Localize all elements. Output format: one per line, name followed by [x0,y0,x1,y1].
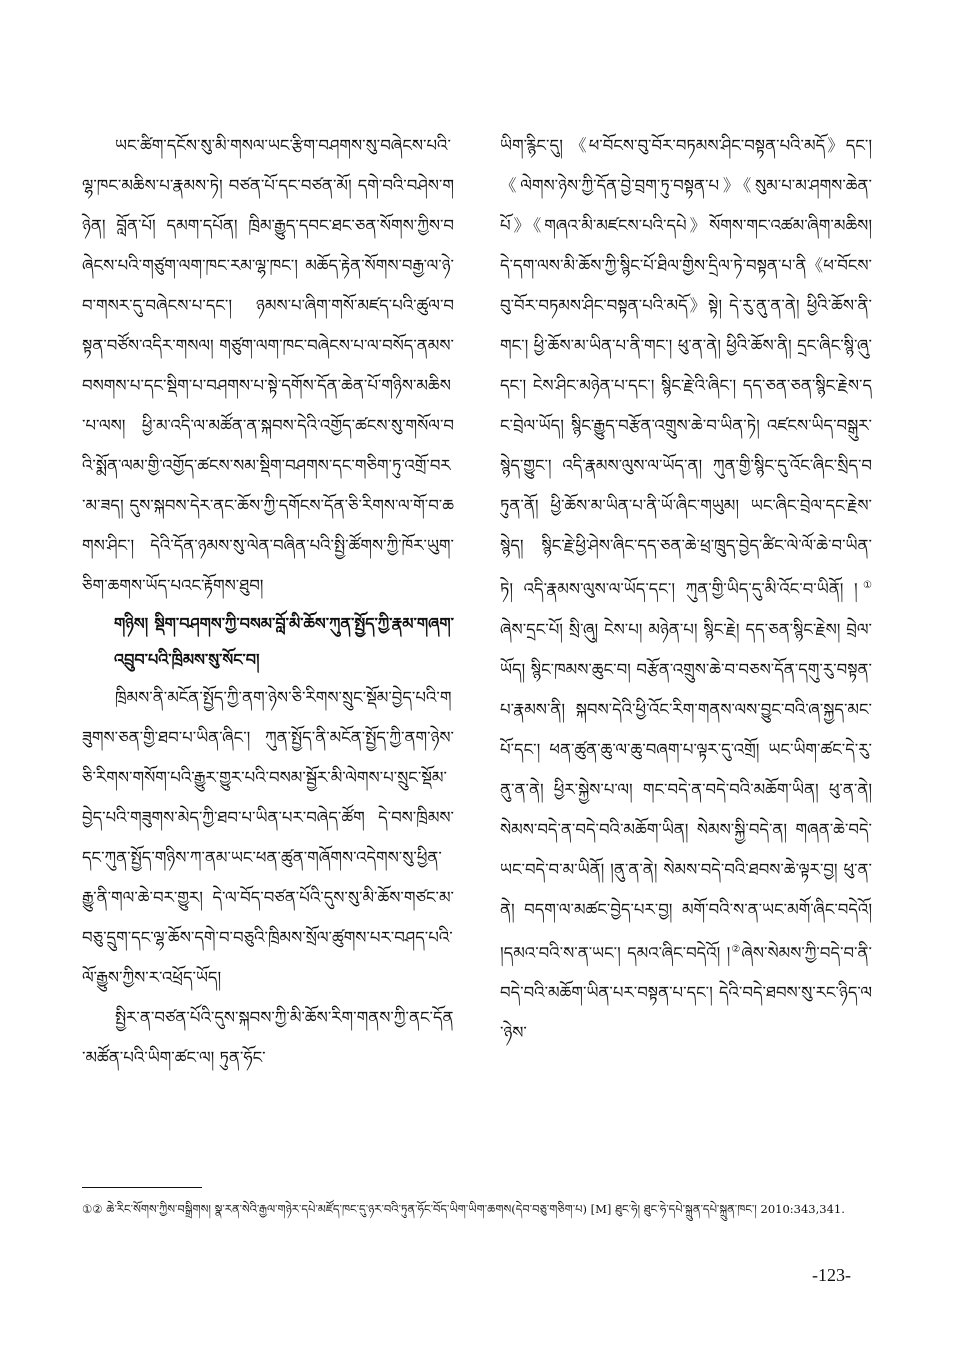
right-text-b: ཞེས་དྲང་པོ། སྲི་ཞུ། ངེས་པ། མཉེན་པ། སྙིང་རྗེ། དད་ཅན་སྙིང་རྗེས། བྲེལ་ཡོད། སྙིང་ཁམས་ཆུང་བ། བརྩོན་འགྲུས་ཆེ་བ་བཅས་དོན་དགུ་རུ་བསྟན་པ་རྣམས་ནི། སྐབས་དེའི་ཕྱི་འོང་རིག་གནས་ལས་བྱུང་བའི་ཞ་སྐྱད་མང་པོ་དང་། ཕན་ཚུན་ཆུ་ལ་ཆུ་བཞག་པ་ལྟར་དུ་འགྲོ། ཡང་ཡིག་ཚང་དེ་རུ་ནུ་ན་ནེ། ཕྱིར་སྐྱེས་པ་ལ། གང་བདེ་ན་བདེ་བའི་མཆོག་ཡིན། ཕུ་ན་ནེ། སེམས་བདེ་ན་བདེ་བའི་མཆོག་ཡིན། སེམས་སྐྱི་བདེ་ན། གཞན་ཆེ་བདེ་ཡང་བདེ་བ་མ་ཡིནོ། །ནུ་ན་ནེ། སེམས་བདེ་བའི་ཐབས་ཆེ་ལྟར་བྱ། ཕུ་ན་ནེ། བདག་ལ་མཚང་བྱེད་པར་བྱ། མགོ་བའི་ས་ན་ཡང་མགོ་ཞིང་བདེའོ། །དམའ་བའི་ས་ན་ཡང་། དམའ་ཞིང་བདེའོ། ། [500,619,872,962]
left-paragraph-3: སྤྱིར་ན་བཙན་པོའི་དུས་སྐབས་ཀྱི་མི་ཆོས་རིག་གནས་ཀྱི་ནང་དོན་མཚོན་པའི་ཡིག་ཚང་ལ། ཏུན་ཧོང་ [82,1008,454,1067]
left-column [82,126,454,1078]
footnote-ref-1[interactable]: ① [857,580,873,591]
footnote [82,1197,872,1221]
right-text-a: ཡིག་རྙིང་དུ། 《ཕ་བོངས་བུ་བོར་བཏམས་ཤིང་བསྟན་པའི་མདོ》དང་། 《ལེགས་ཉེས་ཀྱི་དོན་བྱེ་བྲག་ཏུ་བསྟན་པ》《སུམ་པ་མ་ཤགས་ཆེན་པོ》《གཞའ་མི་མཛངས་པའི་དཔེ》སོགས་གང་འཚམ་ཞིག་མཆིས། དེ་དག་ལས་མི་ཆོས་ཀྱི་སྙིང་པོ་ཐིལ་གྱིས་དྲིལ་ཏེ་བསྟན་པ་ནི《ཕ་བོངས་བུ་བོར་བཏམས་ཤིང་བསྟན་པའི་མདོ》སྟེ། དེ་རུ་ནུ་ན་ནེ། ཕྱིའི་ཆོས་ནི་གང་། ཕྱི་ཆོས་མ་ཡིན་པ་ནི་གང་། ཕུ་ན་ནེ། ཕྱིའི་ཆོས་ནི། དྲང་ཞིང་སྙི་ཞུ་དང་། ངེས་ཤིང་མཉེན་པ་དང་། སྙིང་རྗེ་འི་ཞིང་། དད་ཅན་ཅན་སྙིང་རྗེས་དང་བྲེལ་ཡོད། སྙིང་རྒྱུད་བརྩོན་འགྲུས་ཆེ་བ་ཡིན་ཏེ། འཛངས་ཡིད་བསྒུར་སྙེད་གྱུང་། འདི་རྣམས་ལུས་ལ་ཡོད་ན། ཀུན་གྱི་སྙིང་དུ་འོང་ཞིང་སྲིད་བཏུན་ནོ། ཕྱི་ཆོས་མ་ཡིན་པ་ནི་ཡོ་ཞིང་གཡུམ། ཡང་ཞིང་བྲེལ་དང་རྗེས་སྙེད། སྙིང་རྗེ་ཕྱི་ཤེས་ཞིང་དད་ཅན་ཆེ་ཕྲ་ཁྲུད་བྱེད་ཚིང་ལེ་ལོ་ཆེ་བ་ཡིན་ཏེ། འདི་རྣམས་ལུས་ལ་ཡོད་དང་། ཀུན་གྱི་ཡིད་དུ་མི་འོང་བ་ཡིནོ། ། [500,136,872,599]
left-paragraph-1: ཡང་ཚིག་དངོས་སུ་མི་གསལ་ཡང་རྩིག་བཤགས་སུ་བཞེངས་པའི་ལྷ་ཁང་མཆིས་པ་རྣམས་ཏེ། བཙན་པོ་དང་བཙན་མོ། དགེ་བའི་བཤེས་གཉེན། བློན་པོ། དམག་དཔོན། ཁྲིམ་རྒྱུད་དབང་ཐང་ཅན་སོགས་ཀྱིས་བཞེངས་པའི་གཙུག་ལག་ཁང་རམ་ལྷ་ཁང་། མཆོད་རྟེན་སོགས་བརྒྱ་ལ་ཉེ་བ་གསར་དུ་བཞེངས་པ་དང་། ཉམས་པ་ཞིག་གསོ་མཛད་པའི་ཚུལ་བསྟན་བཙོས་འདིར་གསལ། གཙུག་ལག་ཁང་བཞེངས་པ་ལ་བསོད་ནམས་བསགས་པ་དང་སྡིག་པ་བཤགས་པ་སྟེ་དགོས་དོན་ཆེན་པོ་གཉིས་མཆིས་པ་ལས། ཕྱི་མ་འདི་ལ་མཚོན་ན་སྐབས་དེའི་འགྱོད་ཚངས་སུ་གསོལ་བའི་སྨོན་ལམ་གྱི་འགྱོད་ཚངས་སམ་སྡིག་བཤགས་དང་གཅིག་ཏུ་འགྲོ་བར་མ་ཟད། དུས་སྐབས་དེར་ནང་ཆོས་ཀྱི་དགོངས་དོན་ཅི་རིགས་ལ་གོ་བ་ཆགས་ཤིང་། དེའི་དོན་ཉམས་སུ་ལེན་བཞིན་པའི་སྤྱི་ཚོགས་ཀྱི་ཁོར་ཡུག་ཅིག་ཆགས་ཡོད་པའང་རྟོགས་ཐུབ། [82,136,454,595]
right-text-c: ཞེས་སེམས་ཀྱི་བདེ་བ་ནི་བདེ་བའི་མཆོག་ཡིན་པར་བསྟན་པ་དང་། དེའི་བདེ་ཐབས་སུ་རང་ཉིད་ལ་ཉེས་ [500,943,872,1042]
footnote-text: ཆེ་རིང་སོགས་ཀྱིས་བསྒྲིགས། སྣ་རན་སེའི་རྒྱལ་གཉེར་དཔེ་མཛོད་ཁང་དུ་ཉར་བའི་ཏུན་ཧོང་བོད་ཡིག་ཡིག་ཆགས(དེབ་བཅུ་གཅིག་པ) [M] ཐུང་ཧེ། ཐུང་ཧེ་དཔེ་སྐྲུན་དཔེ་སྐྲུན་ཁང་། 2010:343,341. [106,1202,845,1216]
page-number: -123- [812,1265,851,1285]
footnote-markers: ①② [82,1202,103,1216]
footnote-ref-2[interactable]: ② [730,943,742,955]
footnote-rule [82,1187,202,1188]
section-heading: གཉིས། སྡིག་བཤགས་ཀྱི་བསམ་བློ་མི་ཆོས་ཀུན་སྤྱོད་ཀྱི་རྣམ་གཞག་འབྲུབ་པའི་ཁྲིམས་སུ་སོང་བ། [114,614,454,669]
left-paragraph-2: ཁྲིམས་ནི་མངོན་སྤྱོད་ཀྱི་ནག་ཉེས་ཅི་རིགས་སྲུང་སྡོམ་བྱེད་པའི་གཟུགས་ཅན་གྱི་ཐབ་པ་ཡིན་ཞིང་། ཀུན་སྤྱོད་ནི་མངོན་སྤྱོད་ཀྱི་ནག་ཉེས་ཅི་རིགས་གསོག་པའི་རྒྱུར་གྱུར་པའི་བསམ་སྦྱོར་མི་ལེགས་པ་སྲུང་སྡོམ་བྱེད་པའི་གཟུགས་མེད་ཀྱི་ཐབ་པ་ཡིན་པར་བཞེད་ཚོག དེ་བས་ཁྲིམས་དང་ཀུན་སྤྱོད་གཉིས་ཀ་ནམ་ཡང་ཕན་ཚུན་གཞོགས་འདེགས་སུ་ཕྱིན་རྒྱུ་ནི་གལ་ཆེ་བར་གྱུར། དེ་ལ་བོད་བཙན་པོའི་དུས་སུ་མི་ཆོས་གཙང་མ་བཅུ་དྲུག་དང་ལྷ་ཆོས་དགེ་བ་བཅུའི་ཁྲིམས་སྲོལ་ཚུགས་པར་བཤད་པའི་ལོ་རྒྱུས་ཀྱིས་ར་འཕྲོད་ཡོད། [82,688,454,987]
right-paragraph-1 [500,126,872,1053]
right-column [500,126,872,1053]
